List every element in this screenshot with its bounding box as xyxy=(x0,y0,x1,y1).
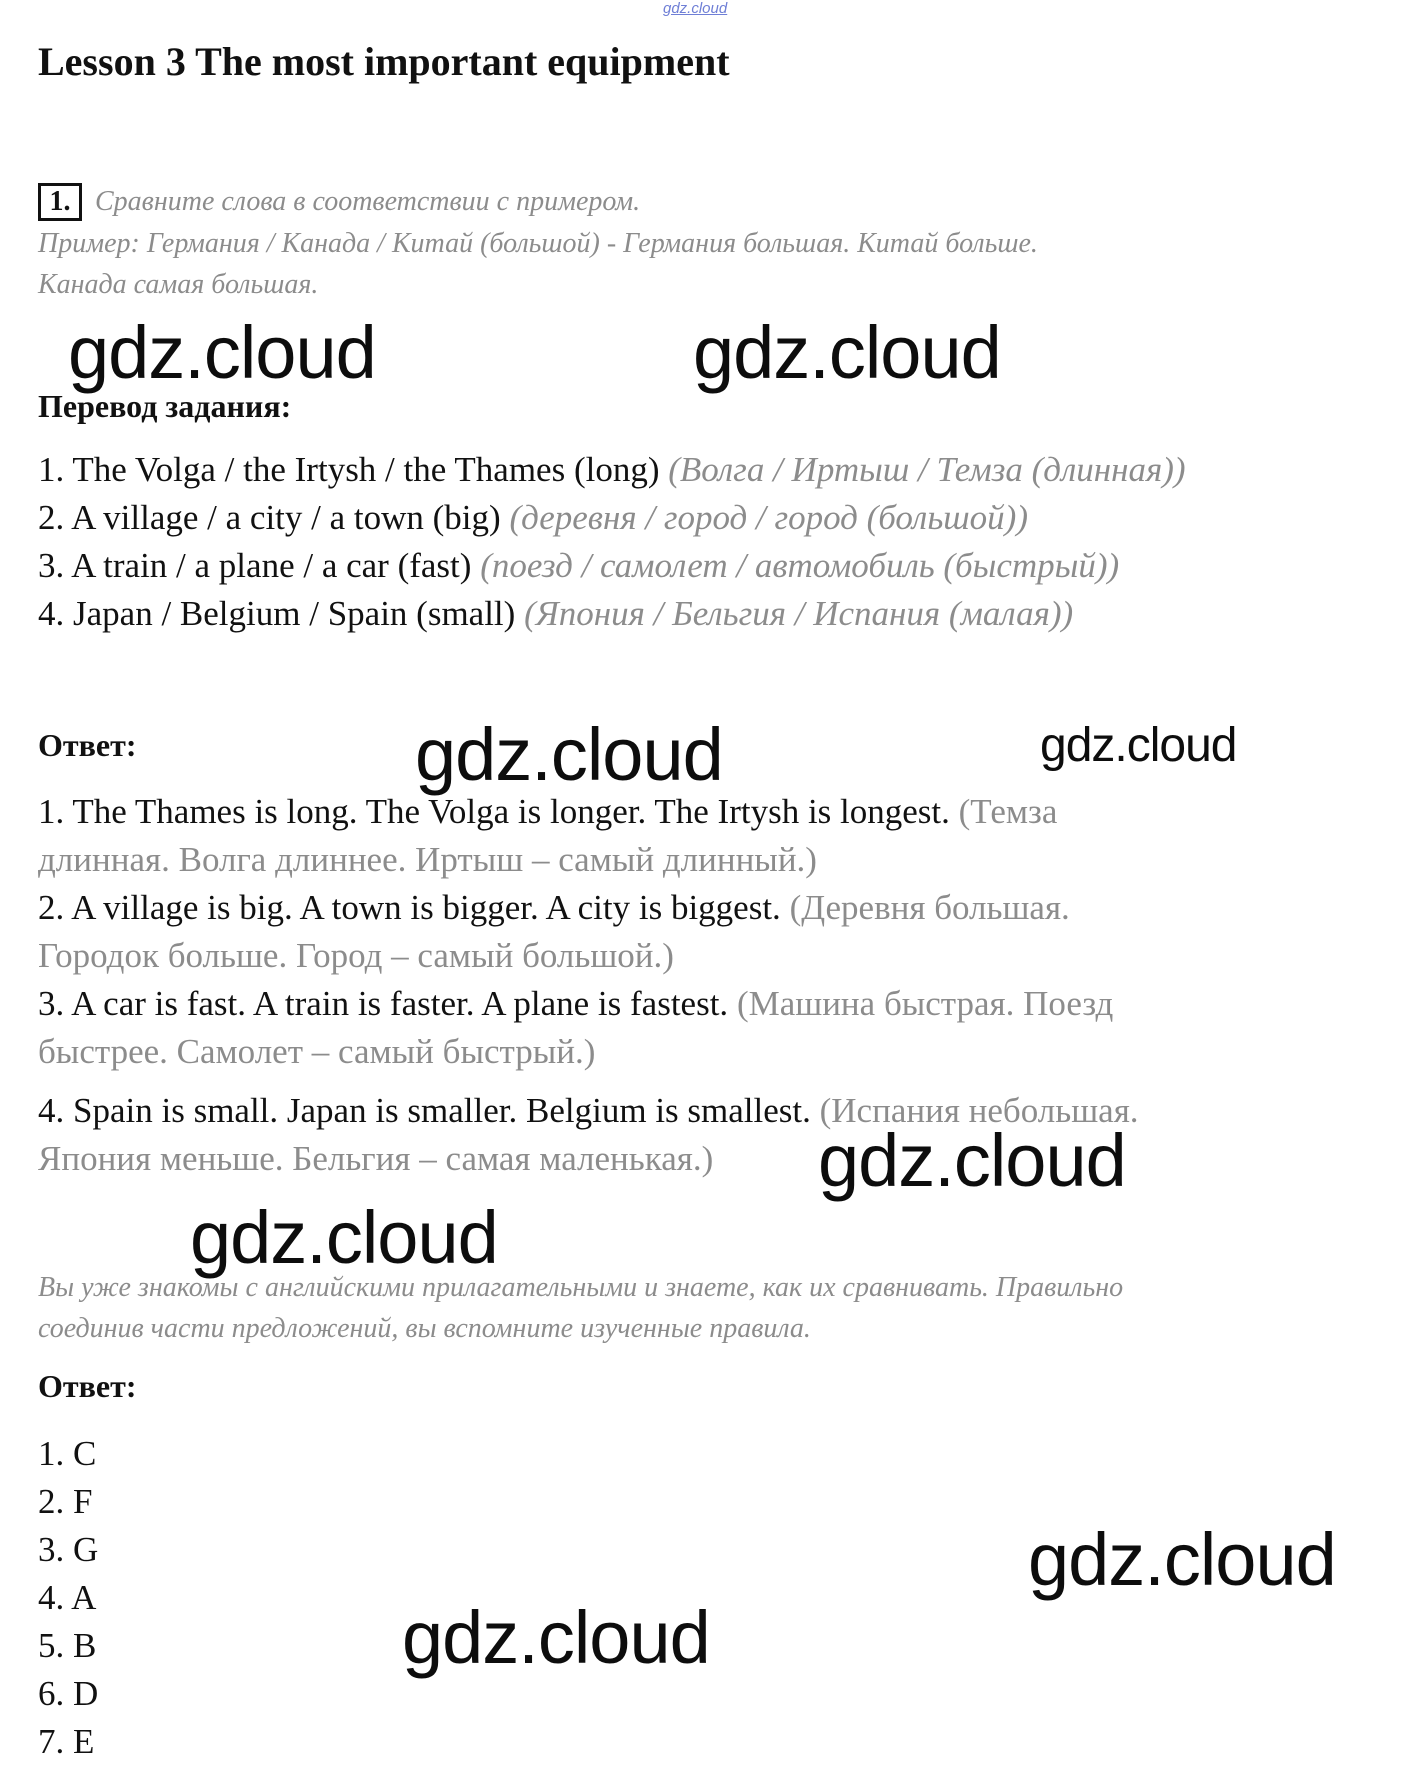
answer-list-item: 2. F xyxy=(38,1482,93,1521)
answer-line-ru: Япония меньше. Бельгия – самая маленькая.) xyxy=(38,1139,714,1178)
translation-item-en: 4. Japan / Belgium / Spain (small) xyxy=(38,594,516,633)
task-number-box: 1. xyxy=(38,183,82,221)
translation-item xyxy=(38,498,1028,538)
translation-item-en: 3. A train / a plane / a car (fast) xyxy=(38,546,472,585)
answer-line xyxy=(38,984,1113,1024)
answer-line-ru: Городок больше. Город – самый большой.) xyxy=(38,936,674,975)
answer-list-item: 4. A xyxy=(38,1578,97,1617)
task-instruction: Сравните слова в соответствии с примером. xyxy=(95,186,641,217)
watermark: gdz.cloud xyxy=(818,1119,1126,1202)
answer-line xyxy=(38,888,1070,928)
translation-item xyxy=(38,450,1186,490)
watermark: gdz.cloud xyxy=(693,311,1001,394)
answer-heading-2: Ответ: xyxy=(38,1368,137,1404)
page-title: Lesson 3 The most important equipment xyxy=(38,39,730,84)
watermark: gdz.cloud xyxy=(402,1596,710,1679)
translation-item-ru: (поезд / самолет / автомобиль (быстрый)) xyxy=(480,546,1120,585)
answer-line xyxy=(38,1139,713,1179)
watermark: gdz.cloud xyxy=(1028,1518,1336,1601)
task2-intro-line-1: Вы уже знакомы с английскими прилагательными и знаете, как их сравнивать. Правильно xyxy=(38,1272,1124,1303)
answer-line-en: 4. Spain is small. Japan is smaller. Belgium is smallest. xyxy=(38,1091,811,1130)
translation-heading: Перевод задания: xyxy=(38,388,292,424)
answer-line-ru: (Темза xyxy=(958,792,1058,831)
answer-line-en: 3. A car is fast. A train is faster. A plane is fastest. xyxy=(38,984,729,1023)
answer-line-ru: (Машина быстрая. Поезд xyxy=(736,984,1114,1023)
answer-line-ru: длинная. Волга длиннее. Иртыш – самый длинный.) xyxy=(38,840,817,879)
answer-line xyxy=(38,840,817,880)
translation-item xyxy=(38,594,1073,634)
answer-list-item: 7. E xyxy=(38,1722,95,1761)
answer-heading-1: Ответ: xyxy=(38,727,137,763)
answer-list-item: 6. D xyxy=(38,1674,99,1713)
top-site-link[interactable]: gdz.cloud xyxy=(663,0,728,17)
answer-list-item: 3. G xyxy=(38,1530,99,1569)
watermark: gdz.cloud xyxy=(1040,719,1237,772)
answer-line-en: 2. A village is big. A town is bigger. A city is biggest. xyxy=(38,888,781,927)
translation-item-ru: (Япония / Бельгия / Испания (малая)) xyxy=(524,594,1074,633)
task-example-line-1: Пример: Германия / Канада / Китай (большой) - Германия большая. Китай больше. xyxy=(38,228,1038,259)
watermark: gdz.cloud xyxy=(415,713,723,796)
answer-line-ru: быстрее. Самолет – самый быстрый.) xyxy=(38,1032,596,1071)
answer-line-ru: (Деревня большая. xyxy=(789,888,1070,927)
answer-line xyxy=(38,792,1057,832)
answer-list-item: 1. C xyxy=(38,1434,97,1473)
translation-item-ru: (Волга / Иртыш / Темза (длинная)) xyxy=(668,450,1186,489)
translation-item-en: 1. The Volga / the Irtysh / the Thames (long) xyxy=(38,450,660,489)
watermark: gdz.cloud xyxy=(68,311,376,394)
answer-line-ru: (Испания небольшая. xyxy=(819,1091,1139,1130)
translation-item xyxy=(38,546,1119,586)
translation-item-en: 2. A village / a city / a town (big) xyxy=(38,498,501,537)
answer-line-en: 1. The Thames is long. The Volga is longer. The Irtysh is longest. xyxy=(38,792,950,831)
answer-line xyxy=(38,1032,595,1072)
task-example-line-2: Канада самая большая. xyxy=(38,269,319,300)
translation-item-ru: (деревня / город / город (большой)) xyxy=(509,498,1028,537)
answer-line xyxy=(38,936,674,976)
task2-intro-line-2: соединив части предложений, вы вспомните изученные правила. xyxy=(38,1313,811,1344)
watermark: gdz.cloud xyxy=(190,1196,498,1279)
answer-list-item: 5. B xyxy=(38,1626,97,1665)
